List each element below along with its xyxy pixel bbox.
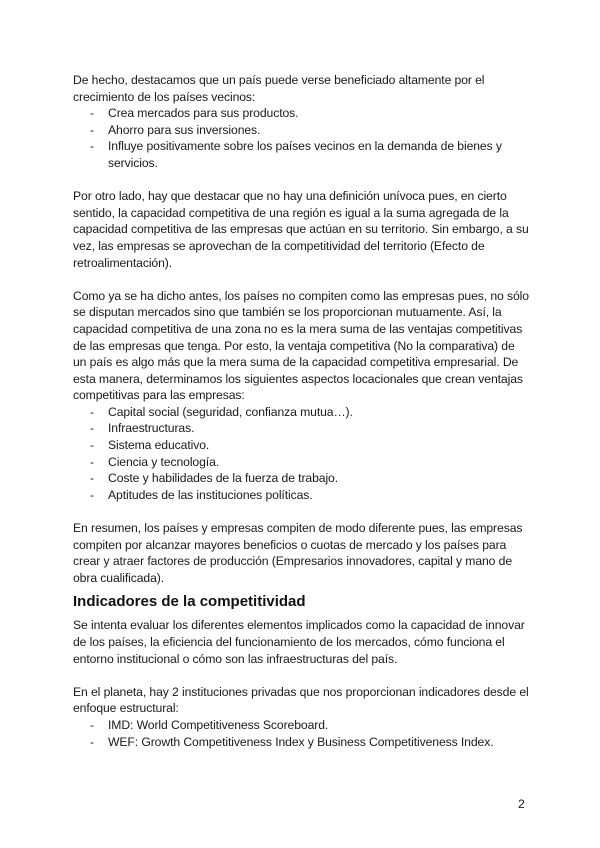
list-item: - Ciencia y tecnología. [73, 454, 529, 471]
page-number: 2 [518, 797, 525, 811]
indicators-list [73, 717, 529, 750]
list-item: - Aptitudes de las instituciones políticas. [73, 487, 529, 504]
document-page [73, 72, 529, 750]
list-item: - IMD: World Competitiveness Scoreboard. [73, 717, 529, 734]
paragraph-evaluation: Se intenta evaluar los diferentes elementos implicados como la capacidad de innovar de los países, la eficiencia del funcionamiento de los mercados, cómo funciona el entorno institucional o cómo son las infraestructuras del país. [73, 618, 525, 666]
paragraph-countries: Como ya se ha dicho antes, los países no compiten como las empresas pues, no sólo se disputan mercados sino que también se los proporcionan mutuamente. Así, la capacidad competitiva de una zona no es la mera suma de las ventajas competitivas de las empresas que tenga. Por esto, la ventaja competitiva (No la comparativa) de un país es algo más que la mera suma de la capacidad competitiva empresarial. De esta manera, determinamos los siguientes aspectos locacionales que crean ventajas competitivas para las empresas: [73, 288, 529, 403]
list-item: - Coste y habilidades de la fuerza de trabajo. [73, 470, 529, 487]
benefits-list [73, 105, 529, 171]
aspects-list [73, 404, 529, 504]
paragraph-institutions: En el planeta, hay 2 instituciones privadas que nos proporcionan indicadores desde el enfoque estructural: [73, 684, 529, 716]
list-item: - WEF: Growth Competitiveness Index y Business Competitiveness Index. [73, 734, 529, 751]
list-item: - Ahorro para sus inversiones. [73, 122, 529, 139]
list-item: - Influye positivamente sobre los países vecinos en la demanda de bienes y servicios. [73, 138, 529, 171]
paragraph-intro: De hecho, destacamos que un país puede verse beneficiado altamente por el crecimiento de los países vecinos: [73, 73, 485, 104]
section-heading: Indicadores de la competitividad [73, 593, 306, 611]
paragraph-definition: Por otro lado, hay que destacar que no hay una definición unívoca pues, en cierto sentido, la capacidad competitiva de una región es igual a la suma agregada de la capacidad competitiva de las empresas que actúan en su territorio. Sin embargo, a su vez, las empresas se aprovechan de la competitividad del territorio (Efecto de retroalimentación). [73, 189, 529, 270]
list-item: - Infraestructuras. [73, 420, 529, 437]
list-item: - Sistema educativo. [73, 437, 529, 454]
list-item: - Crea mercados para sus productos. [73, 105, 529, 122]
list-item: - Capital social (seguridad, confianza mutua…). [73, 404, 529, 421]
paragraph-summary: En resumen, los países y empresas compiten de modo diferente pues, las empresas compiten por alcanzar mayores beneficios o cuotas de mercado y los países para crear y atraer factores de producción (Empresarios innovadores, capital y mano de obra cualificada). [73, 521, 523, 585]
